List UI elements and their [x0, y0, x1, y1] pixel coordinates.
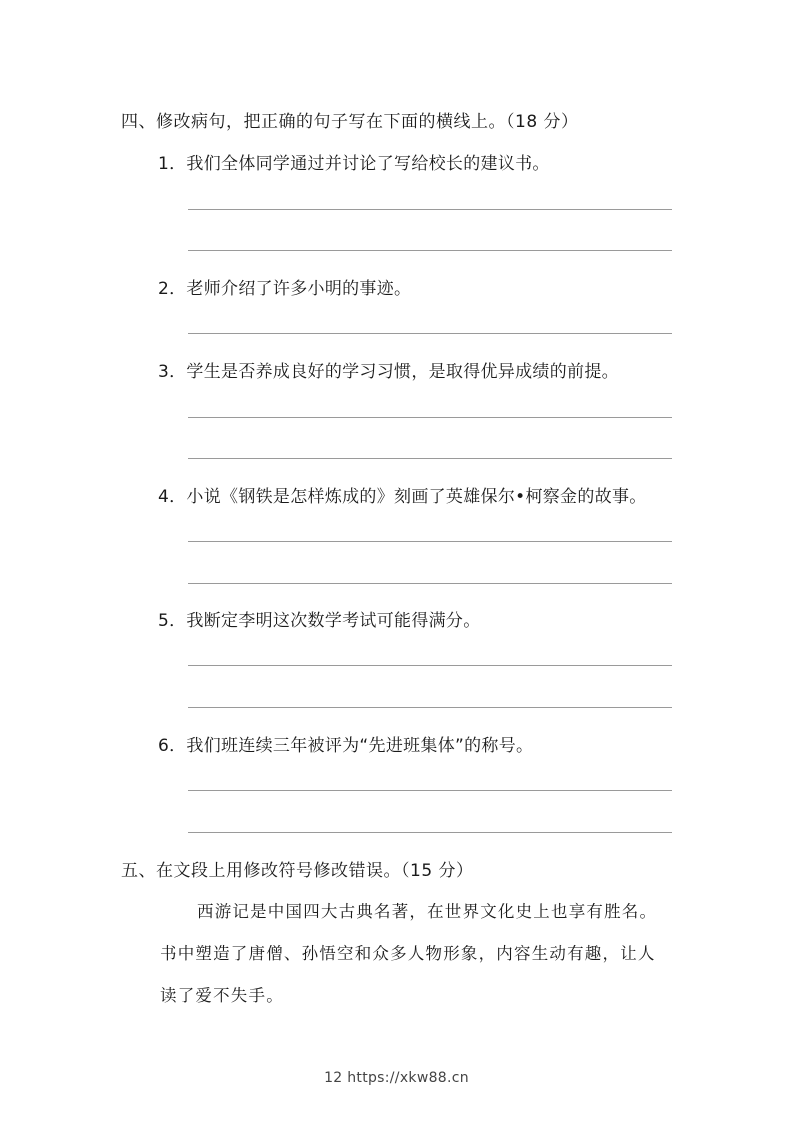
question-1: 1．我们全体同学通过并讨论了写给校长的建议书。 — [158, 154, 550, 174]
answer-line[interactable] — [188, 832, 672, 833]
question-4: 4．小说《钢铁是怎样炼成的》刻画了英雄保尔•柯察金的故事。 — [158, 487, 647, 507]
answer-line[interactable] — [188, 665, 672, 666]
question-6: 6．我们班连续三年被评为“先进班集体”的称号。 — [158, 736, 534, 756]
answer-line[interactable] — [188, 790, 672, 791]
answer-line[interactable] — [188, 250, 672, 251]
section-4-title: 四、修改病句，把正确的句子写在下面的横线上。（18 分） — [121, 112, 579, 132]
question-3: 3．学生是否养成良好的学习习惯，是取得优异成绩的前提。 — [158, 362, 619, 382]
answer-line[interactable] — [188, 583, 672, 584]
passage-line-1: 西游记是中国四大古典名著，在世界文化史上也享有胜名。 — [197, 902, 658, 921]
answer-line[interactable] — [188, 541, 672, 542]
answer-line[interactable] — [188, 209, 672, 210]
answer-line[interactable] — [188, 707, 672, 708]
passage-line-2: 书中塑造了唐僧、孙悟空和众多人物形象，内容生动有趣，让人 — [160, 944, 656, 963]
section-5-title: 五、在文段上用修改符号修改错误。（15 分） — [121, 861, 474, 881]
page-footer: 12 https://xkw88.cn — [324, 1070, 469, 1086]
answer-line[interactable] — [188, 333, 672, 334]
passage-line-3: 读了爱不失手。 — [160, 986, 284, 1005]
question-5: 5．我断定李明这次数学考试可能得满分。 — [158, 611, 481, 631]
answer-line[interactable] — [188, 417, 672, 418]
question-2: 2．老师介绍了许多小明的事迹。 — [158, 279, 412, 299]
answer-line[interactable] — [188, 458, 672, 459]
